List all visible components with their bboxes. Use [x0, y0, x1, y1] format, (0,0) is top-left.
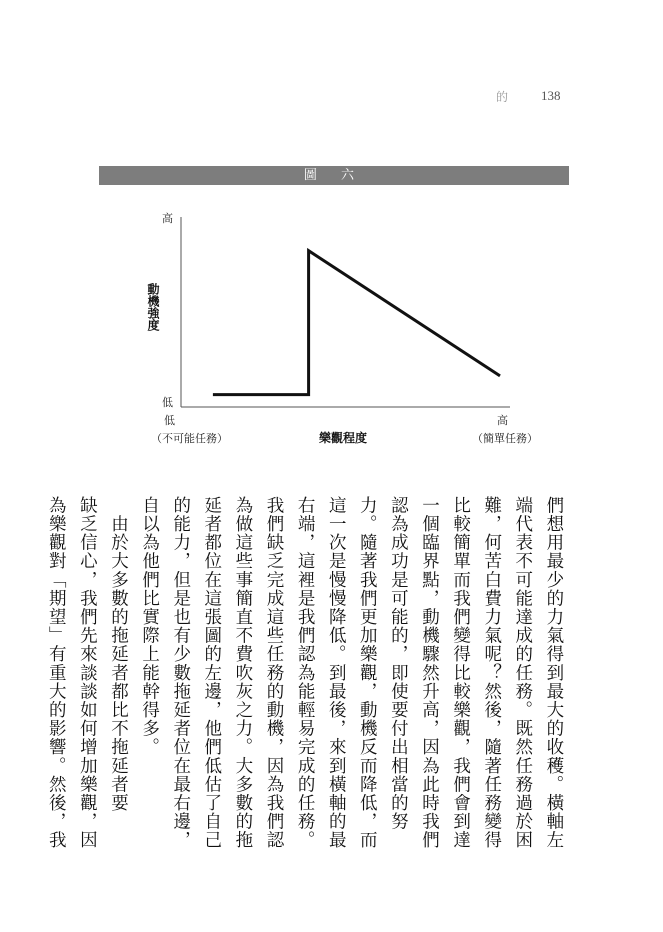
x-tick-high: 高 — [497, 414, 508, 427]
text-column: 為樂觀對「期望」有重大的影響。然後，我 — [46, 496, 67, 850]
figure-banner: 圖 六 — [99, 166, 569, 185]
page-number: 138 — [541, 88, 561, 103]
text-column: 由於大多數的拖延者都比不拖延者要 — [108, 496, 129, 813]
text-column: 的能力，但是也有少數拖延者位在最右邊， — [170, 496, 191, 850]
motivation-curve — [213, 251, 500, 395]
y-tick-high: 高 — [162, 212, 173, 225]
x-tick-low-note: （不可能任務） — [151, 432, 228, 445]
text-column: 自以為他們比實際上能幹得多。 — [139, 496, 160, 757]
text-column: 難，何苦白費力氣呢？然後，隨著任務變得 — [481, 496, 502, 850]
text-column: 為做這些事簡直不費吹灰之力。大多數的拖 — [232, 496, 253, 850]
text-column: 我們缺乏完成這些任務的動機，因為我們認 — [264, 496, 284, 850]
text-column: 這一次是慢慢降低。到最後，來到橫軸的最 — [326, 496, 347, 850]
text-column: 延者都位在這張圖的左邊，他們低估了自己 — [201, 496, 222, 850]
x-tick-low: 低 — [164, 414, 175, 427]
text-column: 們想用最少的力氣得到最大的收穫。橫軸左 — [543, 496, 564, 850]
running-header: 的 — [496, 90, 509, 104]
text-column: 端代表不可能達成的任務。既然任務過於困 — [512, 496, 533, 850]
text-column: 認為成功是可能的，即使要付出相當的努 — [388, 496, 409, 831]
text-column: 右端，這裡是我們認為能輕易完成的任務。 — [295, 496, 316, 850]
y-axis-label: 動機強度 — [146, 283, 160, 331]
x-tick-high-note: （簡單任務） — [472, 432, 538, 445]
text-column: 缺乏信心，我們先來談談如何增加樂觀，因 — [77, 496, 98, 850]
x-axis-label: 樂觀程度 — [319, 431, 368, 445]
text-column: 一個臨界點，動機驟然升高，因為此時我們 — [419, 496, 440, 850]
y-tick-low: 低 — [162, 396, 173, 409]
text-column: 力。隨著我們更加樂觀，動機反而降低，而 — [357, 496, 378, 850]
text-column: 比較簡單而我們變得比較樂觀，我們會到達 — [450, 496, 471, 850]
